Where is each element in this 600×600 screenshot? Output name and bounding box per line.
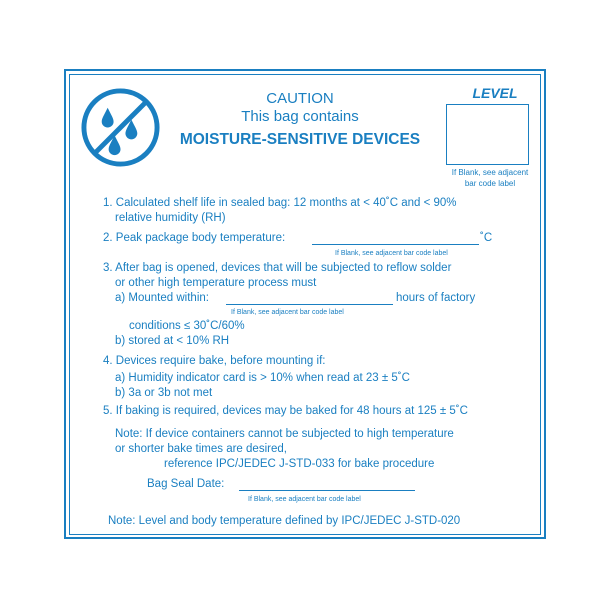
blank-hint: If Blank, see adjacent bar code label [231, 309, 344, 316]
note-line-2: or shorter bake times are desired, [115, 443, 287, 455]
item-2-unit: ˚C [480, 232, 493, 244]
item-4b: b) 3a or 3b not met [115, 387, 213, 399]
bag-contains-text: This bag contains [241, 108, 359, 125]
caution-title: CAUTION [266, 90, 334, 107]
item-1-line-2: relative humidity (RH) [115, 212, 226, 224]
item-5: 5. If baking is required, devices may be baked for 48 hours at 125 ± 5˚C [103, 405, 468, 417]
item-3-line-1: 3. After bag is opened, devices that will be subjected to reflow solder [103, 262, 452, 274]
item-2-label: 2. Peak package body temperature: [103, 232, 286, 244]
msd-heading: MOISTURE-SENSITIVE DEVICES [179, 131, 421, 148]
level-note-line: If Blank, see adjacent [451, 168, 529, 177]
label-header [164, 90, 436, 152]
level-title: LEVEL [472, 85, 518, 101]
item-1-line-1: 1. Calculated shelf life in sealed bag: 12 months at < 40˚C and < 90% [103, 197, 457, 209]
footer-note: Note: Level and body temperature defined by IPC/JEDEC J-STD-020 [108, 515, 461, 527]
no-water-drops-icon [79, 86, 162, 169]
item-3a-suffix: hours of factory [396, 292, 476, 304]
bag-seal-date-blank [239, 490, 415, 491]
note-line-3: reference IPC/JEDEC J-STD-033 for bake procedure [164, 458, 435, 470]
peak-temp-blank [312, 244, 479, 245]
bag-seal-date-label: Bag Seal Date: [147, 478, 225, 490]
item-3b: b) stored at < 10% RH [115, 335, 230, 347]
item-3a-conditions: conditions ≤ 30˚C/60% [129, 320, 245, 332]
moisture-caution-label [56, 59, 556, 544]
item-3a-label: a) Mounted within: [115, 292, 209, 304]
item-3-line-2: or other high temperature process must [115, 277, 317, 289]
level-note [442, 167, 538, 189]
item-4a: a) Humidity indicator card is > 10% when read at 23 ± 5˚C [115, 372, 410, 384]
level-box [446, 104, 529, 165]
mounted-within-blank [226, 304, 393, 305]
blank-hint: If Blank, see adjacent bar code label [335, 250, 448, 257]
item-4-line-1: 4. Devices require bake, before mounting if: [103, 355, 326, 367]
note-line-1: Note: If device containers cannot be subjected to high temperature [115, 428, 454, 440]
blank-hint: If Blank, see adjacent bar code label [248, 496, 361, 503]
level-note-line: bar code label [464, 179, 516, 188]
